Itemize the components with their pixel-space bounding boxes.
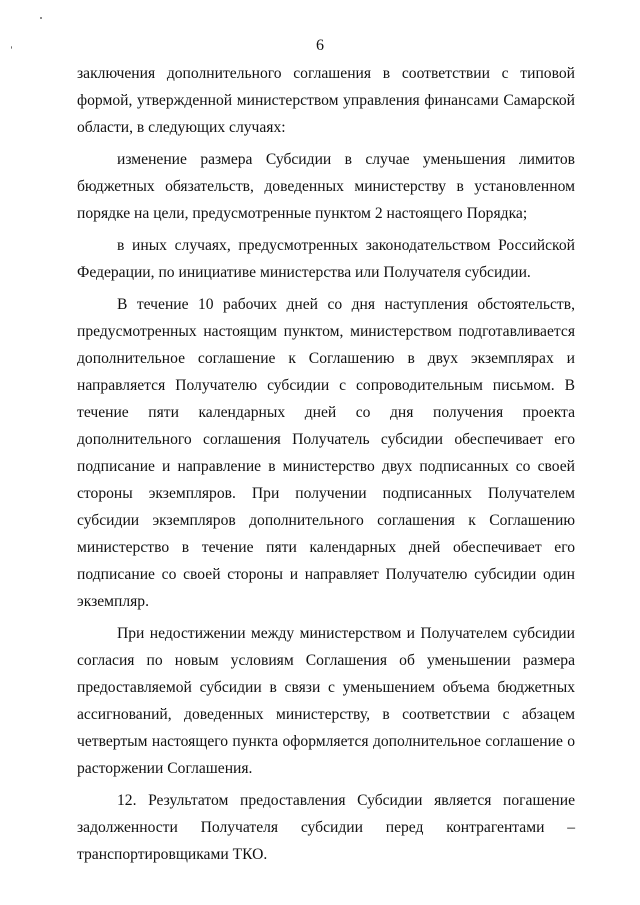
paragraph-1: заключения дополнительного соглашения в соответствии с типовой формой, утвержденной министерством управления финансами Самарской области, в следующих случаях: (77, 65, 575, 136)
paragraph-4: В течение 10 рабочих дней со дня наступления обстоятельств, предусмотренных настоящим пунктом, министерством подготавливается дополнительное соглашение к Соглашению в двух экземплярах и направляется Получателю субсидии с сопроводительным письмом. В течение пяти календарных дней со дня получения проекта дополнительного соглашения Получатель субсидии обеспечивает его подписание и направление в министерство двух подписанных со своей стороны экземпляров. При получении подписанных Получателем субсидии экземпляров дополнительного соглашения к Соглашению министерство в течение пяти календарных дней обеспечивает его подписание со своей стороны и направляет Получателю субсидии один экземпляр. (77, 296, 575, 610)
document-body (77, 60, 575, 868)
paragraph-5: При недостижении между министерством и Получателем субсидии согласия по новым условиям Соглашения об уменьшении размера предоставляемой субсидии в связи с уменьшением объема бюджетных ассигнований, доведенных министерству, в соответствии с абзацем четвертым настоящего пункта оформляется дополнительное соглашение о расторжении Соглашения. (77, 625, 575, 777)
scan-speck (40, 17, 42, 19)
scan-speck (11, 46, 12, 49)
paragraph-2: изменение размера Субсидии в случае уменьшения лимитов бюджетных обязательств, доведенных министерству в установленном порядке на цели, предусмотренные пунктом 2 настоящего Порядка; (77, 151, 575, 222)
page-number: 6 (316, 37, 324, 54)
paragraph-3: в иных случаях, предусмотренных законодательством Российской Федерации, по инициативе министерства или Получателя субсидии. (77, 237, 575, 281)
paragraph-6: 12. Результатом предоставления Субсидии является погашение задолженности Получателя субсидии перед контрагентами – транспортировщиками ТКО. (77, 792, 575, 863)
